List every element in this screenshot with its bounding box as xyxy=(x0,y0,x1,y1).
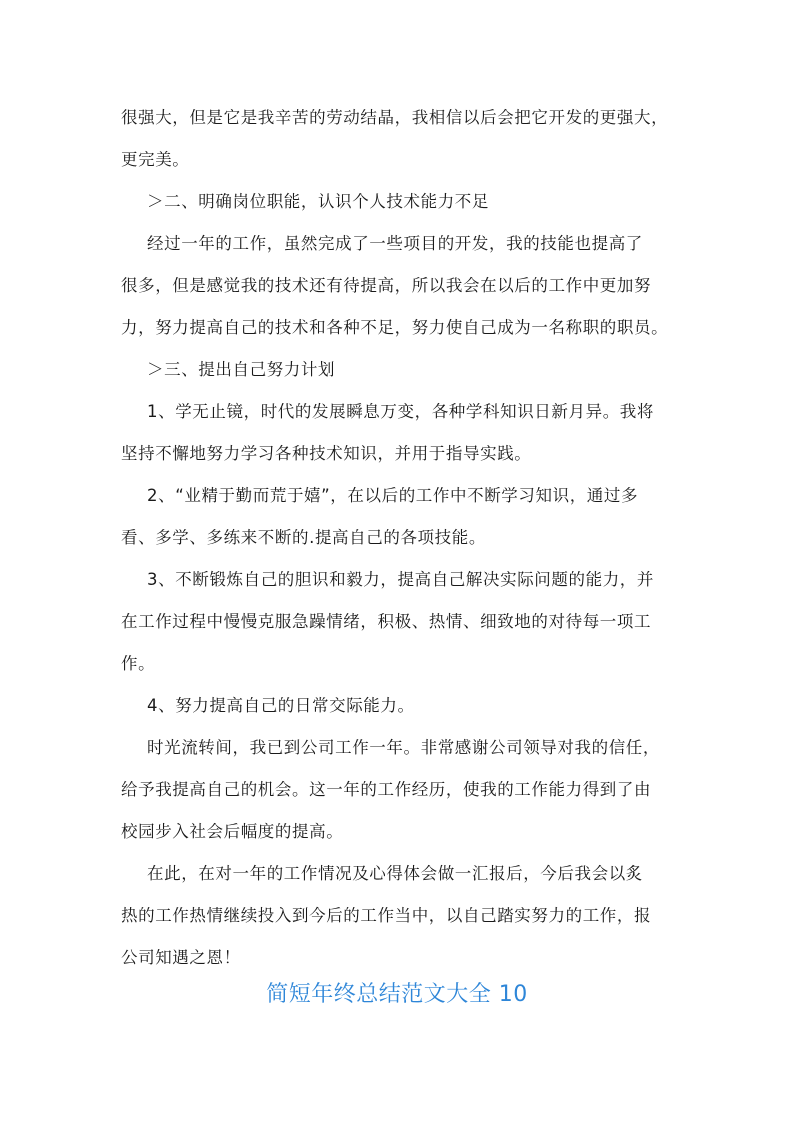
paragraph-line: 时光流转间，我已到公司工作一年。非常感谢公司领导对我的信任， xyxy=(147,738,660,757)
paragraph-line: 很强大，但是它是我辛苦的劳动结晶，我相信以后会把它开发的更强大， xyxy=(121,108,669,127)
paragraph-line: 力，努力提高自己的技术和各种不足，努力使自己成为一名称职的职员。 xyxy=(121,318,669,337)
paragraph-line: 热的工作热情继续投入到今后的工作当中，以自己踏实努力的工作，报 xyxy=(121,906,652,925)
list-item-line: 坚持不懈地努力学习各种技术知识，并用于指导实践。 xyxy=(121,444,532,463)
list-item-line: 2、“业精于勤而荒于嬉”，在以后的工作中不断学习知识，通过多 xyxy=(147,486,639,505)
paragraph-line: 更完美。 xyxy=(121,150,190,169)
list-item-line: 3、不断锻炼自己的胆识和毅力，提高自己解决实际问题的能力，并 xyxy=(147,570,654,589)
list-item-line: 1、学无止镜，时代的发展瞬息万变，各种学科知识日新月异。我将 xyxy=(147,402,654,421)
article-heading[interactable]: 简短年终总结范文大全 10 xyxy=(266,982,528,1007)
paragraph-line: 经过一年的工作，虽然完成了一些项目的开发，我的技能也提高了 xyxy=(147,234,643,253)
section-heading: ＞三、提出自己努力计划 xyxy=(147,360,336,379)
list-item-line: 看、多学、多练来不断的.提高自己的各项技能。 xyxy=(121,528,486,547)
list-item-line: 4、努力提高自己的日常交际能力。 xyxy=(147,696,415,715)
list-item-line: 作。 xyxy=(121,654,156,673)
paragraph-line: 校园步入社会后幅度的提高。 xyxy=(121,822,344,841)
list-item-line: 在工作过程中慢慢克服急躁情绪，积极、热情、细致地的对待每一项工 xyxy=(121,612,652,631)
paragraph-line: 在此，在对一年的工作情况及心得体会做一汇报后，今后我会以炙 xyxy=(147,864,643,883)
paragraph-line: 给予我提高自己的机会。这一年的工作经历，使我的工作能力得到了由 xyxy=(121,780,652,799)
paragraph-line: 公司知遇之恩！ xyxy=(121,948,241,967)
paragraph-line: 很多，但是感觉我的技术还有待提高，所以我会在以后的工作中更加努 xyxy=(121,276,652,295)
section-heading: ＞二、明确岗位职能，认识个人技术能力不足 xyxy=(147,192,489,211)
